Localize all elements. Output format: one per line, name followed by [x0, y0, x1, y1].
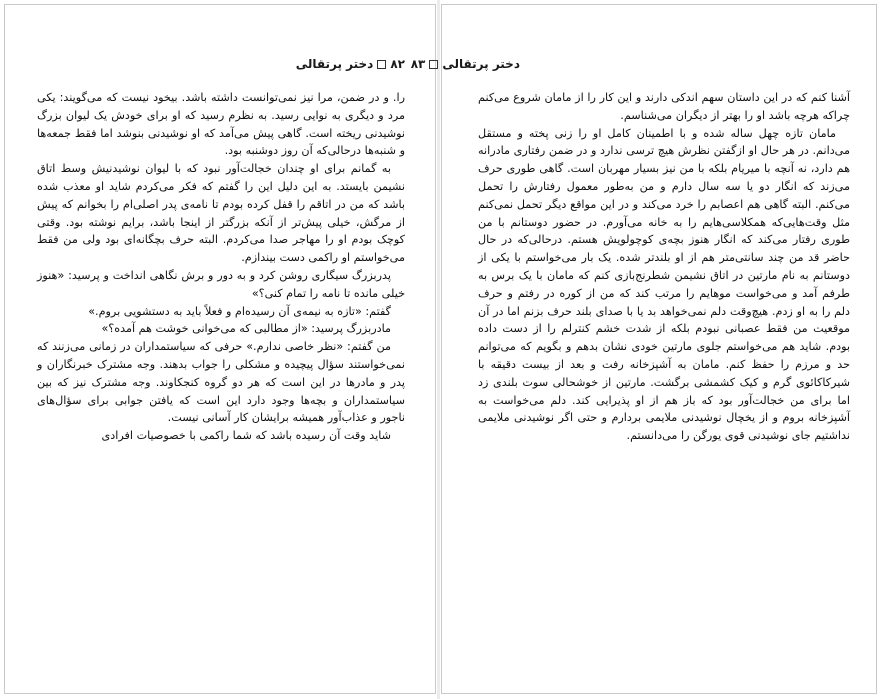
paragraph: من گفتم: «نظر خاصی ندارم.» حرفی که سیاستمداران در زمانی می‌زنند که نمی‌خواستند سؤال پیچیده و مشکلی را جواب بدهند. وجه مشترک خبرنگاران و پدر و مادرها در این است که هر دو گروه کنجکاوند. وجه مشترک نیز که بین سیاستمداران و بچه‌ها وجود دارد این است که یافتن جوابی برای سؤال‌های ناجور و عذاب‌آور همیشه برایشان کار آسانی نیست.: [37, 340, 405, 425]
left-page-header: [296, 57, 405, 71]
right-running-title: دختر پرتقالی: [442, 57, 520, 71]
paragraph: مامان تازه چهل ساله شده و با اطمینان کامل او را زنی پخته و مستقل می‌دانم. در هر حال او ازگفتن نظرش هیچ ترسی ندارد و در ضمن رفتاری مادرانه هم دارد، نه آنچه با میریام بلکه با من نیز بسیار مهربان است. گاهی طوری حرف می‌زند که انگار دو یا سه سال دارم و من به‌طور معمول رفتارش را تحمل می‌کنم. البته گاهی هم اعصابم را خرد می‌کند و در این مواقع دیگر تحمل نمی‌کنم مثل وقت‌هایی‌که همکلاسی‌هایم را به خانه می‌آورم. در حضور دوستانم با من طوری رفتار می‌کند که انگار هنوز بچه‌ی کوچولویش هستم. درحالی‌که در حال حاضر قد من چند سانتی‌متر هم از او بلندتر شده. یک بار می‌خواستم با یکی از دوستانم به نام مارتین در اتاق نشیمن شطرنج‌بازی کنم که مامان با یک برس به طرفم آمد و می‌خواست موهایم را مرتب کند که من از کوره در رفتم و حرف دلم را به او زدم. هیچ‌وقت دلم نمی‌خواهد بد یا با صدای بلند حرف بزنم اما در آن موقعیت من فقط عصبانی نبودم بلکه از شدت خشم کنترلم را از دست داده بودم. شاید هم می‌خواستم جلوی مارتین خودی نشان بدهم و بگویم که می‌توانم حد و مرزم را حفظ کنم. مامان به آشپزخانه رفت و بعد از بیست دقیقه با شیرکاکائوی گرم و کیک کشمشی برگشت. مارتین از خوشحالی سوت بلندی زد اما برای من خجالت‌آور بود که باز هم از او پذیرایی کند. دلم می‌خواست به آشپزخانه بروم و از یخچال نوشیدنی ملایمی بردارم و حتی اگر نوشیدنی ملایمی نداشتیم جای نوشیدنی قوی یورگن را می‌دانستم.: [478, 126, 850, 443]
paragraph: شاید وقت آن رسیده باشد که شما راکمی با خصوصیات افرادی: [101, 429, 391, 443]
square-ornament-icon: [377, 60, 386, 69]
page-gutter: [437, 0, 440, 699]
left-page: [4, 4, 436, 694]
paragraph: مادربزرگ پرسید: «از مطالبی که می‌خوانی خوشت هم آمده؟»: [101, 322, 391, 336]
paragraph: پدربزرگ سیگاری روشن کرد و به دور و برش نگاهی انداخت و پرسید: «هنوز خیلی مانده تا نامه را تمام کنی؟»: [37, 268, 405, 300]
right-page: [410, 4, 877, 694]
right-page-body: [478, 89, 850, 445]
right-page-header: [411, 57, 520, 71]
paragraph: گفتم: «تازه به نیمه‌ی آن رسیده‌ام و فعلاً باید به دستشویی بروم.»: [88, 304, 391, 318]
left-page-body: [37, 89, 405, 445]
paragraph: آشنا کنم که در این داستان سهم اندکی دارند و این کار را از مامان شروع می‌کنم چراکه هرچه باشد او را بهتر از دیگران می‌شناسم.: [478, 91, 850, 122]
left-page-number: ۸۲: [390, 57, 405, 71]
paragraph: را. و در ضمن، مرا نیز نمی‌توانست داشته باشد. بیخود نیست که می‌گویند: یکی مرد و دیگری به نوایی رسید. به نظرم رسید که او برای خودش یک لیوان بزرگ نوشیدنی ریخته است. گاهی پیش می‌آمد که او نوشیدنی بنوشد اما فقط جمعه‌ها و شنبه‌ها درحالی‌که آن روز دوشنبه بود.: [37, 91, 405, 158]
right-page-number: ۸۳: [410, 57, 426, 71]
paragraph: به گمانم برای او چندان خجالت‌آور نبود که با لیوان نوشیدنیش وسط اتاق نشیمن بایستد. به این دلیل این را گفتم که فکر می‌کردم شاید او معذب شده باشد که من در اتاقم را قفل کرده بودم تا نامه‌ی پدر اصلی‌ام را بخوانم که پیش از مرگش، خیلی پیش‌تر از آنکه بزرگتر از اینجا باشد، برایم نوشته بود. وقتی کوچک بودم او را مهاجر صدا می‌کردم. البته حرف بچگانه‌ای بود ولی من فقط می‌خواستم او راکمی دست بیندازم.: [37, 162, 405, 265]
square-ornament-icon: [429, 60, 438, 69]
left-running-title: دختر پرتقالی: [295, 57, 374, 71]
